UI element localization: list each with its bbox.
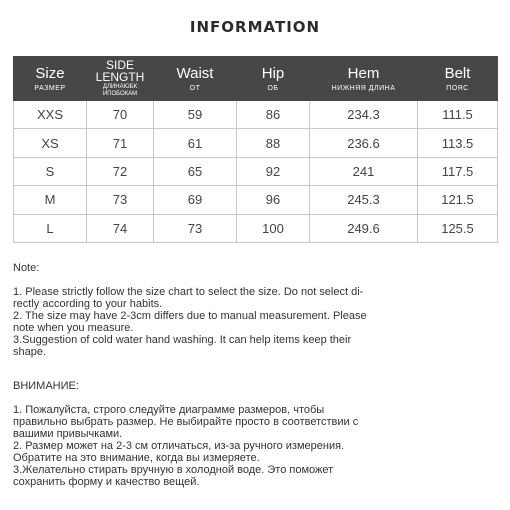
- header-size-label: Size: [35, 64, 65, 82]
- table-cell: 65: [154, 157, 237, 185]
- header-side-length-label: SIDE LENGTH: [95, 58, 145, 84]
- table-cell: 69: [154, 186, 237, 214]
- header-size-sublabel: РАЗМЕР: [34, 84, 66, 92]
- table-cell: 92: [237, 157, 310, 185]
- table-cell: 249.6: [310, 214, 418, 242]
- header-side-length: [87, 57, 154, 101]
- table-cell: 117.5: [418, 157, 498, 185]
- notes-en-line: 1. Please strictly follow the size chart to select the size. Do not select di-: [13, 286, 364, 298]
- header-hem: [310, 57, 418, 101]
- table-row: [14, 157, 498, 185]
- notes-ru-line: 3.Желательно стирать вручную в холодной воде. Это поможет: [13, 464, 334, 476]
- notes-ru-line: Обратите на это внимание, когда вы измеряете.: [13, 452, 260, 464]
- table-cell: 236.6: [310, 129, 418, 157]
- header-hip-label: Hip: [261, 64, 285, 82]
- table-cell: 245.3: [310, 186, 418, 214]
- notes-en-line: rectly according to your habits.: [13, 298, 163, 310]
- table-cell: 61: [154, 129, 237, 157]
- header-belt-label: Belt: [444, 64, 471, 82]
- table-cell: 125.5: [418, 214, 498, 242]
- table-cell: 74: [87, 214, 154, 242]
- table-cell: 88: [237, 129, 310, 157]
- table-cell: 113.5: [418, 129, 498, 157]
- table-cell: M: [14, 186, 87, 214]
- table-cell: 86: [237, 101, 310, 129]
- size-chart-table: [13, 56, 498, 243]
- notes-ru-line: сохранить форму и качество вещей.: [13, 476, 200, 488]
- table-cell: 100: [237, 214, 310, 242]
- table-cell: XXS: [14, 101, 87, 129]
- notes-en-line: 2. The size may have 2-3cm differs due to manual measurement. Please: [13, 310, 367, 322]
- table-cell: 96: [237, 186, 310, 214]
- notes-en-line: shape.: [13, 346, 47, 358]
- table-row: [14, 129, 498, 157]
- notes-en-line: note when you measure.: [13, 322, 134, 334]
- header-waist-sublabel: ОТ: [189, 84, 201, 92]
- notes-ru-line: 2. Размер может на 2-3 см отличаться, из-за ручного измерения.: [13, 440, 345, 452]
- header-size: [14, 57, 87, 101]
- notes-en-heading: Note:: [13, 262, 40, 274]
- table-row: [14, 101, 498, 129]
- header-belt: [418, 57, 498, 101]
- table-cell: 72: [87, 157, 154, 185]
- table-cell: XS: [14, 129, 87, 157]
- notes-ru-line: правильно выбрать размер. Не выбирайте просто в соответствии с: [13, 416, 359, 428]
- table-row: [14, 214, 498, 242]
- header-hip-sublabel: ОБ: [267, 84, 279, 92]
- table-cell: 70: [87, 101, 154, 129]
- table-row: [14, 186, 498, 214]
- table-cell: 121.5: [418, 186, 498, 214]
- header-side-length-sublabel: ДЛИНАЮБК ИПОБОКАМ: [102, 84, 138, 97]
- header-hip: [237, 57, 310, 101]
- table-cell: S: [14, 157, 87, 185]
- table-header-row: [14, 57, 498, 101]
- notes-ru-line: вашими привычками.: [13, 428, 123, 440]
- header-waist-label: Waist: [176, 64, 214, 82]
- notes-ru-line: 1. Пожалуйста, строго следуйте диаграмме размеров, чтобы: [13, 404, 325, 416]
- table-cell: 71: [87, 129, 154, 157]
- header-waist: [154, 57, 237, 101]
- notes-en-line: 3.Suggestion of cold water hand washing. It can help items keep their: [13, 334, 352, 346]
- table-cell: 241: [310, 157, 418, 185]
- table-cell: 111.5: [418, 101, 498, 129]
- notes-section: [13, 262, 497, 488]
- table-cell: 73: [154, 214, 237, 242]
- header-belt-sublabel: ПОЯС: [446, 84, 469, 92]
- notes-ru-heading: ВНИМАНИЕ:: [13, 380, 79, 392]
- page-title: INFORMATION: [189, 18, 321, 36]
- header-hem-sublabel: НИЖНЯЯ ДЛИНА: [331, 84, 396, 92]
- header-hem-label: Hem: [347, 64, 380, 82]
- table-cell: 234.3: [310, 101, 418, 129]
- table-cell: 73: [87, 186, 154, 214]
- table-cell: 59: [154, 101, 237, 129]
- table-cell: L: [14, 214, 87, 242]
